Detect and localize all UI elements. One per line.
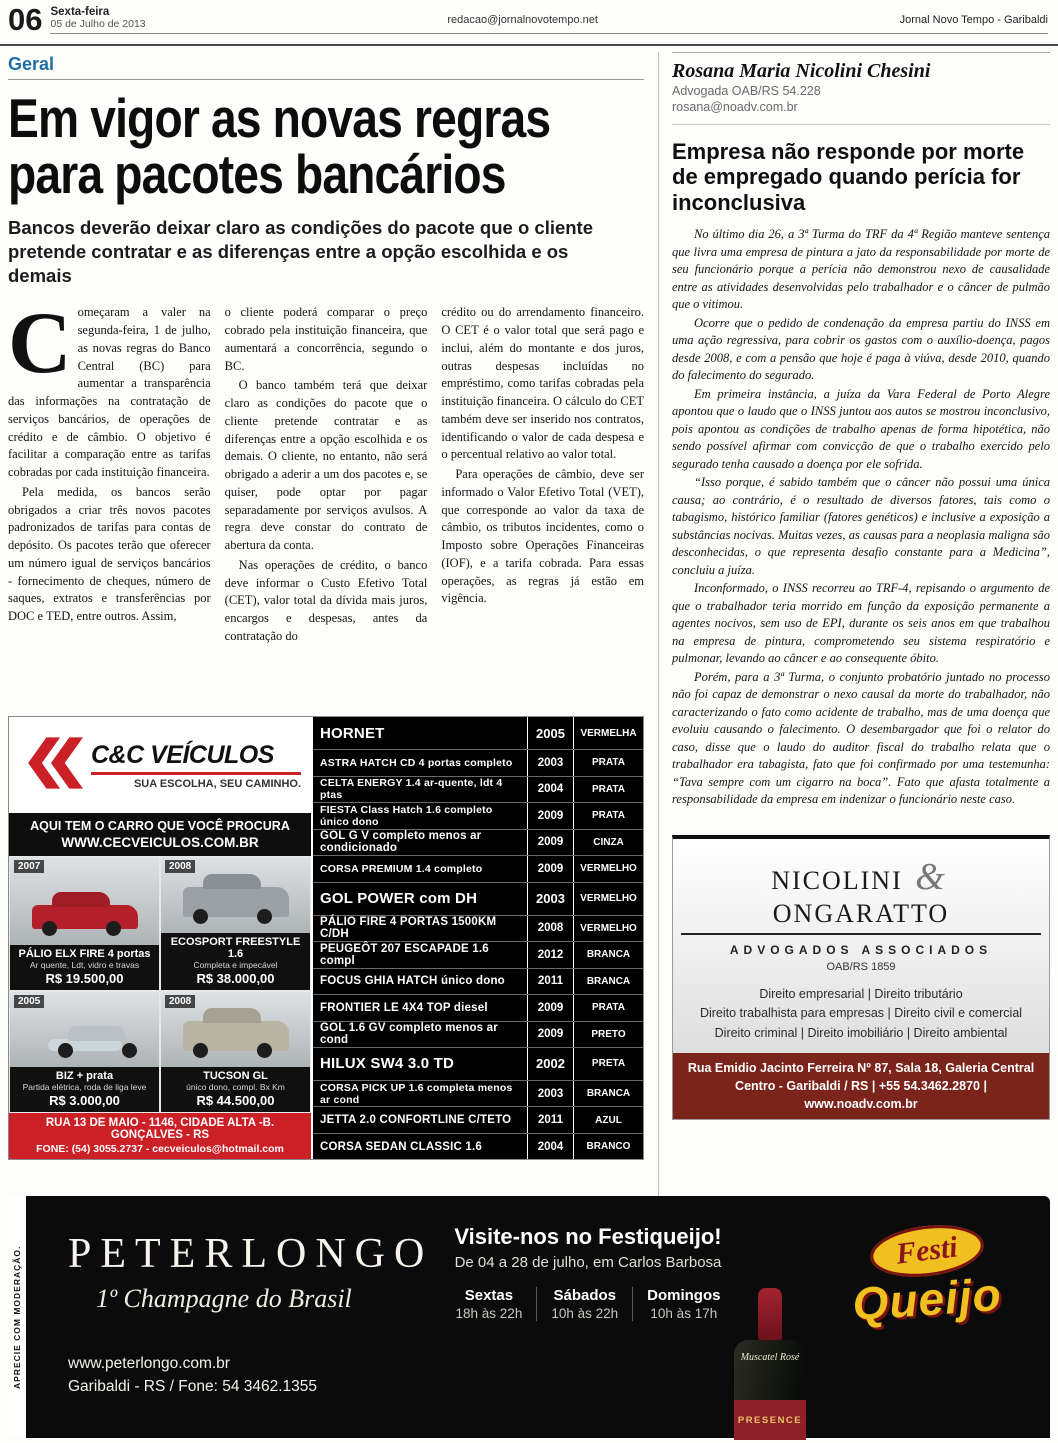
ampersand-ornament: & <box>915 855 947 898</box>
practice-areas-line3: Direito criminal | Direito imobiliário | Direito ambiental <box>714 1025 1008 1040</box>
date: 05 de Julho de 2013 <box>50 18 146 30</box>
author-name: Rosana Maria Nicolini Chesini <box>672 60 931 82</box>
article-column-3 <box>441 304 644 706</box>
nicolini-ad-footer <box>673 1053 1049 1119</box>
car-model: GOL POWER com DH <box>320 890 478 908</box>
schedule-day: Domingos <box>647 1287 721 1304</box>
vehicle-details: único dono, compl. Bx Km <box>186 1082 285 1093</box>
car-color: PRATA <box>573 803 643 829</box>
vehicle-photo <box>161 857 310 933</box>
paragraph: o cliente poderá comparar o preço cobrado pela instituição financeira, que aumentará a concorrência, segundo o BC. <box>224 305 428 373</box>
car-year: 2003 <box>527 750 573 776</box>
legal-article-title: Empresa não responde por morte de empregado quando perícia for inconclusiva <box>672 138 1025 216</box>
peterlongo-ad <box>8 1196 1050 1438</box>
masthead <box>0 0 1058 46</box>
car-color: BRANCA <box>573 942 643 968</box>
car-model: ASTRA HATCH CD 4 portas completo <box>320 756 513 769</box>
paragraph <box>8 304 211 482</box>
cc-address: RUA 13 DE MAIO - 1146, CIDADE ALTA -B. GONÇALVES - RS <box>45 1117 275 1142</box>
article-column-2 <box>225 304 428 706</box>
car-year: 2005 <box>527 717 573 749</box>
car-model: PÁLIO FIRE 4 PORTAS 1500KM C/DH <box>320 916 497 941</box>
peterlongo-phone: Garibaldi - RS / Fone: 54 3462.1355 <box>68 1378 318 1396</box>
vehicle-year-badge: 2005 <box>14 995 44 1008</box>
vehicle-photo <box>10 857 159 945</box>
car-color: VERMELHA <box>573 717 643 749</box>
firm-name-left: NICOLINI <box>771 865 903 895</box>
dropcap: C <box>8 304 72 393</box>
firm-oab: OAB/RS 1859 <box>826 960 896 973</box>
festiqueijo-logo-top: Festi <box>868 1219 987 1282</box>
car-color: PRETO <box>573 1022 643 1048</box>
cc-dealer-name: C&C VEÍCULOS <box>91 741 301 775</box>
vehicle-name: BIZ + prata <box>55 1070 114 1083</box>
page-content <box>0 46 1058 1236</box>
car-table-row <box>313 995 643 1022</box>
car-illustration <box>32 905 138 929</box>
schedule-day: Sextas <box>464 1287 514 1304</box>
legal-paragraph: “Isso porque, é sabido também que o câncer não possui uma única causa; ao contrário, é o resultado de diversos fatores, tais como o tabagismo, histórico familiar (fatores genéticos) e inclusive a exposição a substâncias nocivas. Muitas vezes, as causas para a neoplasia maligna são desconhecidas, o que representa desafio constante para a Medicina”, concluiu a juíza. <box>672 475 1050 577</box>
legal-paragraph: Inconformado, o INSS recorreu ao TRF-4, repisando o argumento de que o trabalhador teria morrido em função da exposição permanente a agentes nocivos, sem uso de EPI, durante os seis anos em que trabalhou na empresa de pintura, comprometendo seu sistema respiratório e pulmonar, levando ao câncer e ao consequente óbito. <box>672 581 1050 666</box>
cc-phone-email[interactable]: FONE: (54) 3055.2737 - cecveiculos@hotmail.com <box>36 1143 284 1156</box>
headline-line-2: para pacotes bancários <box>8 143 506 206</box>
vehicle-label <box>161 1067 310 1112</box>
main-headline <box>8 87 644 206</box>
vehicle-label <box>10 945 159 990</box>
vehicle-details: Completa e impecável <box>193 959 278 970</box>
car-model: CORSA PREMIUM 1.4 completo <box>320 862 483 875</box>
article-column-1 <box>8 304 211 706</box>
vehicle-name: ECOSPORT FREESTYLE 1.6 <box>170 935 301 960</box>
festiqueijo-invite <box>438 1196 738 1438</box>
schedule-day: Sábados <box>553 1287 616 1304</box>
editorial-email[interactable]: redacao@jornalnovotempo.net <box>447 14 598 26</box>
car-color: VERMELHO <box>573 856 643 882</box>
car-table-row <box>313 916 643 943</box>
paragraph-text: omeçaram a valer na segunda-feira, 1 de julho, as novas regras do Banco Central (BC) para aumentar a transparência das informações na contratação de serviços bancários, de operações de crédito e de câmbio. O objetivo é facilitar a comparação entre as tarifas cobradas por cada instituição financeira. <box>8 305 211 480</box>
car-year: 2004 <box>527 1134 573 1160</box>
vehicle-card <box>160 856 311 991</box>
peterlongo-brand: PETERLONGO <box>68 1231 434 1277</box>
vehicle-label <box>161 933 310 990</box>
car-color: BRANCO <box>573 1134 643 1160</box>
moderation-notice: APRECIE COM MODERAÇÃO. <box>8 1196 26 1438</box>
car-illustration <box>183 1021 289 1051</box>
car-year: 2012 <box>527 942 573 968</box>
car-table-row <box>313 1107 643 1134</box>
paragraph: crédito ou do arrendamento financeiro. O CET é o valor total que será pago e inclui, além do montante e dos juros, outras despesas incluídas no empréstimo, como tarifas cobradas pela instituição financeira. O cálculo do CET também deve ser inserido nos contratos, identificando o valor de cada despesa e o percentual relativo ao valor total. <box>441 305 644 462</box>
paragraph: Pela medida, os bancos serão obrigados a criar três novos pacotes padronizados de tarifas para contas de depósito. Os pacotes terão que oferecer um número igual de serviços bancários - fornecimento de cheques, número de saques, extratos e transferências por DOC e TED, entre outros. Assim, <box>8 484 211 624</box>
practice-areas-line2: Direito trabalhista para empresas | Direito civil e comercial <box>699 1006 1023 1021</box>
invite-title: Visite-nos no Festiqueijo! <box>454 1224 722 1249</box>
car-table-row <box>313 856 643 883</box>
bottle-label: PRESENCE <box>734 1400 806 1440</box>
car-color: BRANCA <box>573 1081 643 1107</box>
car-year: 2008 <box>527 916 573 942</box>
car-color: PRATA <box>573 995 643 1021</box>
car-color: VERMELHO <box>573 883 643 915</box>
cc-slogan: SUA ESCOLHA, SEU CAMINHO. <box>133 777 301 790</box>
car-table-row <box>313 717 643 750</box>
vehicle-label <box>10 1067 159 1112</box>
festiqueijo-logo-bottom: Queijo <box>850 1267 1004 1331</box>
car-year: 2004 <box>527 777 573 803</box>
paragraph: Para operações de câmbio, deve ser informado o Valor Efetivo Total (VET), que corresponde ao valor da taxa de câmbio, os tributos incidentes, como o Imposto sobre Operações Financeiras (IOF), e a tarifa cobrada. Para essas operações, as regras já estão em vigência. <box>441 467 644 606</box>
car-model: CORSA SEDAN CLASSIC 1.6 <box>320 1140 483 1153</box>
practice-areas-line1: Direito empresarial | Direito tributário <box>759 986 963 1001</box>
car-year: 2009 <box>527 803 573 829</box>
vehicle-photo <box>161 992 310 1068</box>
car-table-row <box>313 830 643 857</box>
car-model: PEUGEÔT 207 ESCAPADE 1.6 compl <box>320 942 489 967</box>
car-model: GOL G V completo menos ar condicionado <box>320 830 482 855</box>
subheadline: Bancos deverão deixar claro as condições do pacote que o cliente pretende contratar e as diferenças entre a opção escolhida e os demais <box>8 217 594 287</box>
car-illustration <box>183 887 289 917</box>
cc-ad-left <box>9 717 313 1159</box>
paragraph: O banco também terá que deixar claro as condições do pacote que o cliente pretende contratar e as diferenças entre a opção escolhida e os demais. O cliente, no entanto, não será obrigado a aderir a um dos pacotes e, se quiser, pode optar por pagar separadamente por serviços avulsos. A regra deve constar do contrato de abertura da conta. <box>224 378 428 553</box>
car-table-row <box>313 1134 643 1160</box>
firm-name-right: ONGARATTO <box>772 898 950 928</box>
schedule-hours: 18h às 22h <box>455 1306 523 1321</box>
champagne-bottle <box>728 1288 812 1438</box>
car-table-row <box>313 883 643 916</box>
masthead-date <box>50 6 145 30</box>
festiqueijo-logo <box>822 1226 1032 1331</box>
car-table-row <box>313 750 643 777</box>
car-color: PRATA <box>573 777 643 803</box>
vehicle-price: R$ 3.000,00 <box>49 1093 120 1109</box>
car-model: CELTA ENERGY 1.4 ar-quente, ldt 4 ptas <box>320 777 503 802</box>
cc-logo <box>9 717 311 813</box>
left-column <box>8 52 644 1236</box>
car-model: FOCUS GHIA HATCH único dono <box>320 975 505 988</box>
car-table-row <box>313 969 643 996</box>
vehicle-year-badge: 2008 <box>165 860 195 873</box>
author-block <box>672 52 1050 125</box>
peterlongo-contact <box>68 1352 438 1399</box>
cc-website[interactable]: WWW.CECVEICULOS.COM.BR <box>61 835 259 851</box>
article-body <box>8 304 644 706</box>
schedule-slot <box>536 1287 632 1321</box>
law-firm-name <box>681 855 1041 935</box>
car-illustration <box>48 1039 122 1051</box>
nicolini-ongaratto-ad <box>672 835 1050 1121</box>
peterlongo-brand-block <box>8 1196 438 1438</box>
legal-paragraph: Ocorre que o pedido de condenação da empresa partiu do INSS em uma ação regressiva, para cobrir os gastos com o auxílio-doença, pagos desde 2008, e com a pensão que hoje é paga à viúva, desde 2010, quando do falecimento do segurado. <box>672 315 1050 383</box>
car-table-row <box>313 803 643 830</box>
paragraph: Nas operações de crédito, o banco deve informar o Custo Efetivo Total (CET), valor total da dívida mais juros, encargos e despesas, antes da contratação do <box>224 557 428 643</box>
vehicle-year-badge: 2008 <box>165 995 195 1008</box>
vehicle-card <box>160 991 311 1114</box>
car-year: 2009 <box>527 830 573 856</box>
car-color: PRATA <box>573 750 643 776</box>
weekday: Sexta-feira <box>50 6 110 18</box>
vehicle-price: R$ 38.000,00 <box>196 970 275 986</box>
headline-line-1: Em vigor as novas regras <box>8 87 551 149</box>
vehicle-details: Partida elétrica, roda de liga leve <box>22 1082 147 1093</box>
schedule-slot <box>442 1287 537 1321</box>
legal-paragraph: No último dia 26, a 3ª Turma do TRF da 4ª Região manteve sentença que livra uma empresa de pintura a jato da responsabilidade por morte de seu funcionário porque a perícia não demonstrou nexo de causalidade entre as atividades desenvolvidas pelo trabalhador e o câncer de pulmão que o vitimou. <box>672 227 1050 312</box>
cc-promo-line1: AQUI TEM O CARRO QUE VOCÊ PROCURA <box>30 819 290 834</box>
car-model: CORSA PICK UP 1.6 completa menos ar cond <box>320 1081 513 1106</box>
car-year: 2011 <box>527 1107 573 1133</box>
author-title: Advogada OAB/RS 54.228 <box>672 84 821 98</box>
car-year: 2002 <box>527 1048 573 1080</box>
vehicle-card <box>9 856 160 991</box>
vehicle-name: TUCSON GL <box>203 1070 268 1083</box>
car-model: HORNET <box>320 724 385 742</box>
legal-paragraph: Em primeira instância, a juíza da Vara Federal de Porto Alegre apontou que o laudo que o INSS juntou aos autos se mostrou inconclusivo, pois apontou as condições de trabalho apenas de forma hipotética, não sendo possível afirmar com convicção de que o trabalho exercido pelo segurado tenha causado a doença por ele sofrida. <box>672 386 1050 471</box>
schedule-hours: 10h às 17h <box>650 1306 718 1321</box>
vehicle-price: R$ 19.500,00 <box>45 970 124 986</box>
peterlongo-website[interactable]: www.peterlongo.com.br <box>68 1355 230 1372</box>
car-price-table <box>313 717 643 1159</box>
firm-address: Rua Emidio Jacinto Ferreira Nº 87, Sala 18, Galeria Central <box>687 1060 1035 1075</box>
author-email[interactable]: rosana@noadv.com.br <box>672 100 798 115</box>
vehicle-card <box>9 991 160 1114</box>
car-model: GOL 1.6 GV completo menos ar cond <box>320 1022 498 1047</box>
bottle-body <box>734 1340 806 1440</box>
vehicle-photo <box>10 992 159 1068</box>
legal-paragraph: Porém, para a 3ª Turma, o conjunto probatório juntado no processo não foi capaz de demonstrar o nexo causal da morte do trabalhador, não caracterizando o fato como acidente de trabalho, mas de uma doença que evoluiu causando o falecimento. O desembargador que foi o relator do caso, disse que o laudo do auditor fiscal do trabalho relata que o trabalhador era tabagista, fato que foi confirmado por uma testemunha: “Tava sempre com um cigarro na boca”. Fato que afasta totalmente a responsabilidade da empresa em indenizar o funcionário neste caso. <box>672 669 1050 807</box>
car-table-row <box>313 1081 643 1108</box>
car-year: 2009 <box>527 856 573 882</box>
section-label: Geral <box>8 52 644 80</box>
car-year: 2009 <box>527 1022 573 1048</box>
vehicle-price: R$ 44.500,00 <box>196 1093 275 1109</box>
bottle-foil <box>758 1288 782 1340</box>
schedule-slot <box>632 1287 734 1321</box>
cc-veiculos-ad <box>8 716 644 1160</box>
car-model: FIESTA Class Hatch 1.6 completo único dono <box>320 803 493 828</box>
right-column <box>658 52 1050 1236</box>
cc-footer <box>9 1113 311 1159</box>
vehicle-year-badge: 2007 <box>14 860 44 873</box>
car-year: 2003 <box>527 883 573 915</box>
vehicle-name: PÁLIO ELX FIRE 4 portas <box>18 947 151 960</box>
car-model: HILUX SW4 3.0 TD <box>320 1055 455 1073</box>
vehicle-details: Ar quente, Ldt, vidro e travas <box>29 959 140 970</box>
car-year: 2009 <box>527 995 573 1021</box>
car-table-row <box>313 1048 643 1081</box>
firm-contact[interactable]: Centro - Garibaldi / RS | +55 54.3462.2870 | www.noadv.com.br <box>735 1079 987 1112</box>
car-color: VERMELHO <box>573 916 643 942</box>
cc-promo-bar <box>9 813 311 856</box>
page-number: 06 <box>8 2 43 37</box>
legal-article-body <box>672 226 1050 809</box>
cc-chevrons-icon <box>19 736 83 795</box>
invite-subtitle: De 04 a 28 de julho, em Carlos Barbosa <box>454 1254 722 1271</box>
car-model: FRONTIER LE 4X4 TOP diesel <box>320 1001 488 1014</box>
car-color: AZUL <box>573 1107 643 1133</box>
firm-subtitle: ADVOGADOS ASSOCIADOS <box>729 942 993 957</box>
car-table-row <box>313 942 643 969</box>
vehicle-grid <box>9 856 311 1113</box>
festiqueijo-schedule <box>438 1287 738 1321</box>
car-color: CINZA <box>573 830 643 856</box>
car-model: JETTA 2.0 CONFORTLINE C/TETO <box>320 1114 512 1127</box>
nicolini-ad-top <box>673 839 1049 1053</box>
paper-name: Jornal Novo Tempo - Garibaldi <box>899 14 1048 26</box>
bottle-script-text: Muscatel Rosé <box>740 1352 800 1363</box>
car-color: BRANCA <box>573 969 643 995</box>
car-table-row <box>313 1022 643 1049</box>
peterlongo-tagline: 1º Champagne do Brasil <box>96 1284 352 1313</box>
practice-areas <box>681 985 1041 1043</box>
car-year: 2003 <box>527 1081 573 1107</box>
car-table-row <box>313 777 643 804</box>
car-year: 2011 <box>527 969 573 995</box>
car-color: PRETA <box>573 1048 643 1080</box>
schedule-hours: 10h às 22h <box>551 1306 619 1321</box>
